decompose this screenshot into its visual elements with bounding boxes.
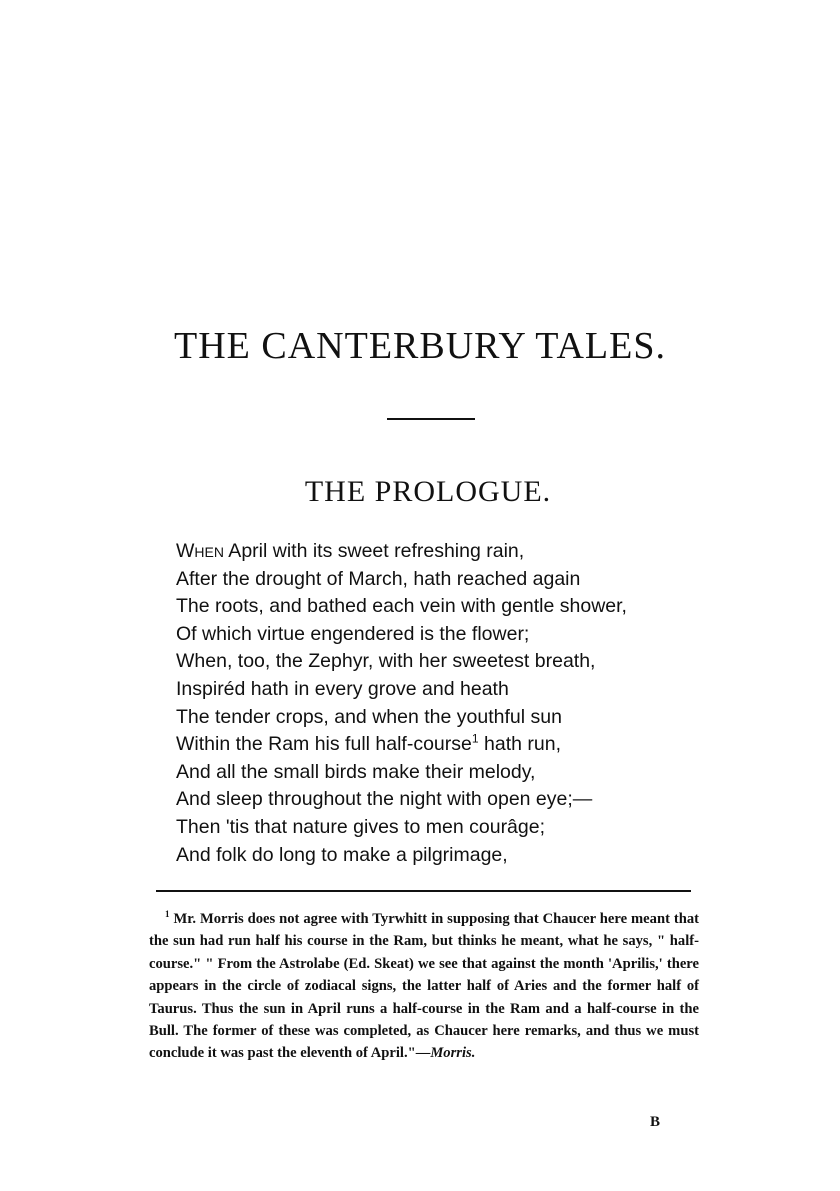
footnote-author: Morris.: [430, 1045, 476, 1062]
poem-line: And sleep throughout the night with open eye;—: [176, 788, 593, 811]
poem-line: Of which virtue engendered is the flower;: [176, 622, 530, 645]
poem-line: When, too, the Zephyr, with her sweetest breath,: [176, 650, 596, 673]
poem-line: The tender crops, and when the youthful sun: [176, 705, 562, 728]
poem-first-line-rest: April with its sweet refreshing rain,: [223, 540, 525, 562]
footnote-marker: 1: [165, 909, 170, 920]
poem-line: And folk do long to make a pilgrimage,: [176, 843, 508, 866]
footnote-text: Mr. Morris does not agree with Tyrwhitt in supposing that Chaucer here meant that the sun had run half his course in the Ram, but thinks he meant, what he says, " half-course." " From the Astrolabe (Ed. Skeat) we see that against the month 'Aprilis,' there appears in the circle of zodiacal signs, the latter half of Aries and the former half of Taurus. Thus the sun in April runs a half-course in the Ram and a half-course in the Bull. The former of these was completed, as Chaucer here remarks, and thus we must conclude it was past the eleventh of April."—: [149, 911, 699, 1062]
section-title: THE PROLOGUE.: [304, 475, 552, 508]
poem-line: And all the small birds make their melody,: [176, 760, 536, 783]
signature-mark: B: [650, 1114, 661, 1130]
poem-line: [176, 538, 736, 566]
poem-line: After the drought of March, hath reached again: [176, 567, 581, 590]
poem-first-word: When: [176, 540, 224, 562]
title-divider: [387, 418, 475, 420]
footnote: [149, 908, 699, 1065]
footnote-divider: [156, 890, 691, 892]
poem-line: The roots, and bathed each vein with gentle shower,: [176, 595, 627, 618]
poem-line: Then 'tis that nature gives to men courâge;: [176, 815, 546, 838]
footnote-reference[interactable]: 1: [471, 731, 479, 746]
poem-line: Inspiréd hath in every grove and heath: [176, 677, 509, 700]
poem-verses: [176, 538, 736, 869]
poem-line-text: hath run,: [478, 733, 561, 756]
poem-line: [176, 731, 736, 759]
poem-line-text: Within the Ram his full half-course: [176, 733, 472, 756]
book-title: THE CANTERBURY TALES.: [174, 325, 666, 367]
